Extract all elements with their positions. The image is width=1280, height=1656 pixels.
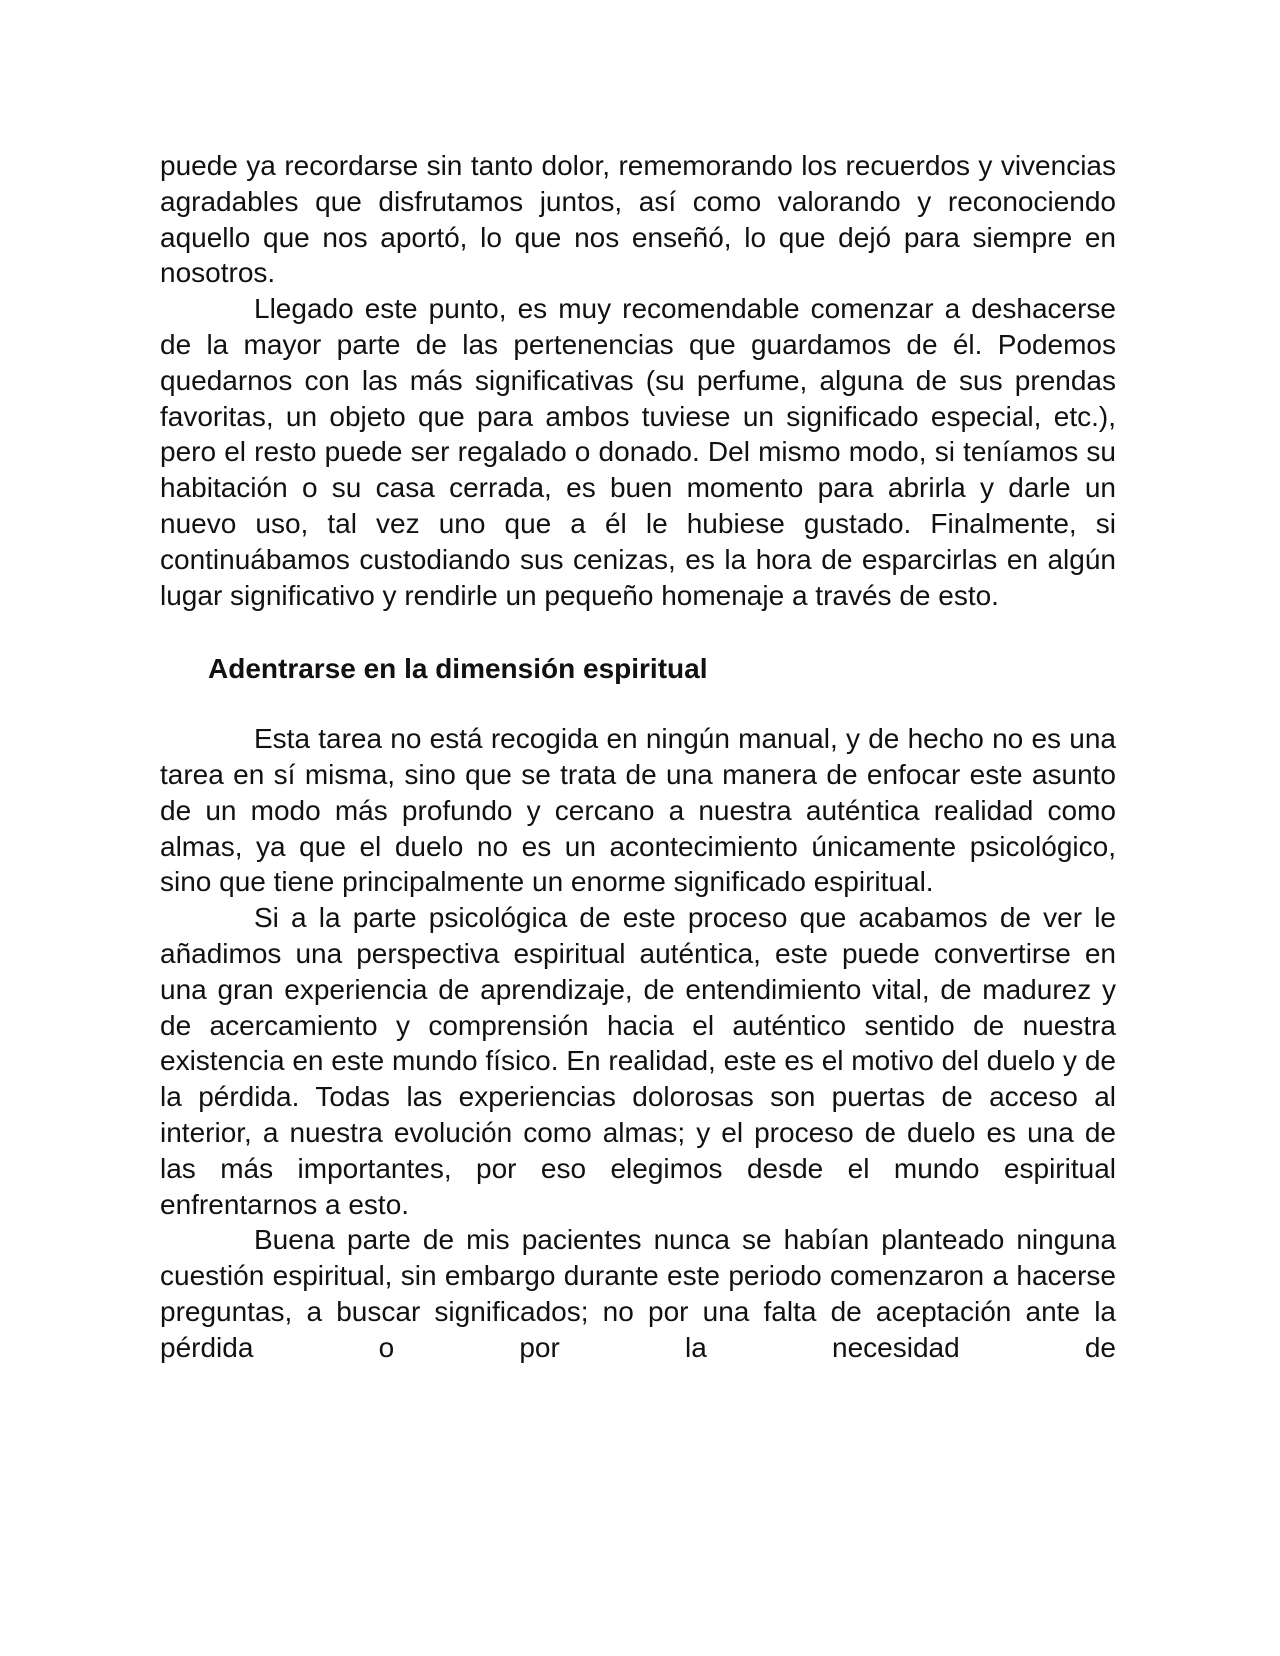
section-heading: Adentrarse en la dimensión espiritual [208, 653, 708, 685]
paragraph-spiritual-perspective: Si a la parte psicológica de este proceso que acabamos de ver le añadimos una perspectiva espiritual auténtica, este puede convertirse en una gran experiencia de aprendizaje, de entendimiento vital, de madurez y de acercamiento y comprensión hacia el auténtico sentido de nuestra existencia en este mundo físico. En realidad, este es el motivo del duelo y de la pérdida. Todas las experiencias dolorosas son puertas de acceso al interior, a nuestra evolución como almas; y el proceso de duelo es una de las más importantes, por eso elegimos desde el mundo espiritual enfrentarnos a esto. [160, 902, 1116, 1220]
paragraph-grief-memories: puede ya recordarse sin tanto dolor, rememorando los recuerdos y vivencias agradables que disfrutamos juntos, así como valorando y reconociendo aquello que nos aportó, lo que nos enseñó, lo que dejó para siempre en nosotros. [160, 150, 1116, 289]
paragraph-spiritual-task: Esta tarea no está recogida en ningún manual, y de hecho no es una tarea en sí misma, sino que se trata de una manera de enfocar este asunto de un modo más profundo y cercano a nuestra auténtica realidad como almas, ya que el duelo no es un acontecimiento únicamente psicológico, sino que tiene principalmente un enorme significado espiritual. [160, 723, 1116, 898]
document-page [160, 148, 1116, 1366]
paragraph-patients: Buena parte de mis pacientes nunca se habían planteado ninguna cuestión espiritual, sin embargo durante este periodo comenzaron a hacerse preguntas, a buscar significados; no por una falta de aceptación ante la pérdida o por la necesidad de [160, 1224, 1116, 1363]
paragraph-belongings: Llegado este punto, es muy recomendable comenzar a deshacerse de la mayor parte de las pertenencias que guardamos de él. Podemos quedarnos con las más significativas (su perfume, alguna de sus prendas favoritas, un objeto que para ambos tuviese un significado especial, etc.), pero el resto puede ser regalado o donado. Del mismo modo, si teníamos su habitación o su casa cerrada, es buen momento para abrirla y darle un nuevo uso, tal vez uno que a él le hubiese gustado. Finalmente, si continuábamos custodiando sus cenizas, es la hora de esparcirlas en algún lugar significativo y rendirle un pequeño homenaje a través de esto. [160, 293, 1116, 611]
